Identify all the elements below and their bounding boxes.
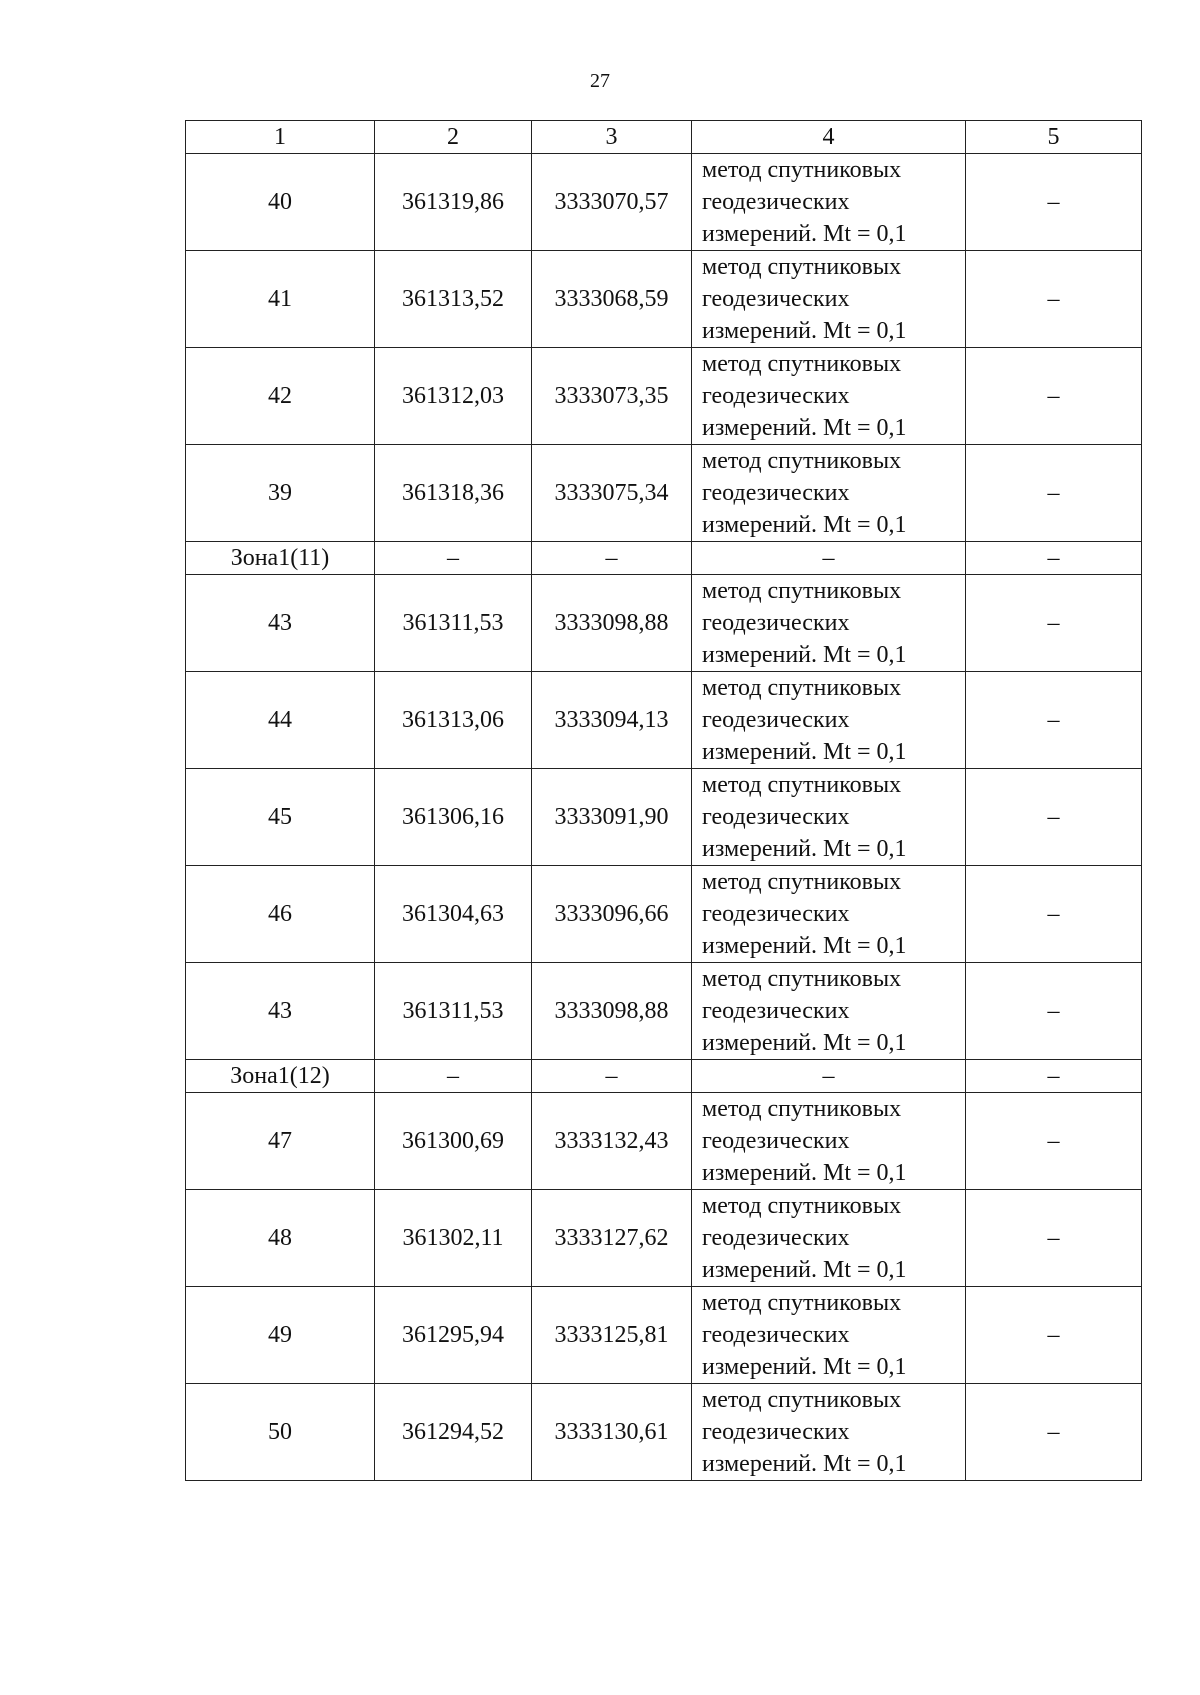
method-cell: метод спутниковых геодезических измерений. Mt = 0,1 — [692, 672, 966, 769]
table-body — [186, 121, 1142, 1481]
note-cell: – — [966, 769, 1142, 866]
coord-y-cell: 3333125,81 — [532, 1287, 692, 1384]
coord-y-cell: 3333098,88 — [532, 575, 692, 672]
method-cell: – — [692, 1060, 966, 1093]
note-cell: – — [966, 866, 1142, 963]
coord-y-cell: 3333098,88 — [532, 963, 692, 1060]
point-cell: 39 — [186, 445, 375, 542]
method-cell: метод спутниковых геодезических измерений. Mt = 0,1 — [692, 445, 966, 542]
table-row — [186, 1384, 1142, 1481]
coord-y-cell: 3333075,34 — [532, 445, 692, 542]
note-cell: – — [966, 963, 1142, 1060]
coord-x-cell: 361313,52 — [375, 251, 532, 348]
method-cell: метод спутниковых геодезических измерений. Mt = 0,1 — [692, 251, 966, 348]
method-cell: метод спутниковых геодезических измерений. Mt = 0,1 — [692, 769, 966, 866]
coord-x-cell: 361295,94 — [375, 1287, 532, 1384]
note-cell: – — [966, 348, 1142, 445]
coord-y-cell: 3333094,13 — [532, 672, 692, 769]
coord-x-cell: 361313,06 — [375, 672, 532, 769]
note-cell: – — [966, 1287, 1142, 1384]
point-cell: 41 — [186, 251, 375, 348]
coord-x-cell: 361304,63 — [375, 866, 532, 963]
table-row — [186, 769, 1142, 866]
point-cell: 50 — [186, 1384, 375, 1481]
method-cell: – — [692, 542, 966, 575]
coord-y-cell: 3333070,57 — [532, 154, 692, 251]
point-cell: 48 — [186, 1190, 375, 1287]
method-cell: метод спутниковых геодезических измерений. Mt = 0,1 — [692, 1384, 966, 1481]
point-cell: 43 — [186, 575, 375, 672]
coord-y-cell: – — [532, 1060, 692, 1093]
column-header: 3 — [532, 121, 692, 154]
table-row — [186, 1093, 1142, 1190]
note-cell: – — [966, 542, 1142, 575]
table-header-row — [186, 121, 1142, 154]
table-row — [186, 575, 1142, 672]
zone-row — [186, 1060, 1142, 1093]
note-cell: – — [966, 1384, 1142, 1481]
point-cell: Зона1(12) — [186, 1060, 375, 1093]
page-number: 27 — [590, 70, 610, 92]
point-cell: 45 — [186, 769, 375, 866]
table-row — [186, 963, 1142, 1060]
column-header: 4 — [692, 121, 966, 154]
table-row — [186, 672, 1142, 769]
coord-y-cell: – — [532, 542, 692, 575]
note-cell: – — [966, 1060, 1142, 1093]
coord-y-cell: 3333130,61 — [532, 1384, 692, 1481]
table-row — [186, 866, 1142, 963]
coord-x-cell: 361300,69 — [375, 1093, 532, 1190]
zone-row — [186, 542, 1142, 575]
point-cell: 47 — [186, 1093, 375, 1190]
coord-y-cell: 3333127,62 — [532, 1190, 692, 1287]
note-cell: – — [966, 1190, 1142, 1287]
table-row — [186, 1287, 1142, 1384]
table-row — [186, 445, 1142, 542]
point-cell: 44 — [186, 672, 375, 769]
coord-x-cell: 361318,36 — [375, 445, 532, 542]
table-row — [186, 251, 1142, 348]
coord-x-cell: 361306,16 — [375, 769, 532, 866]
point-cell: 43 — [186, 963, 375, 1060]
column-header: 5 — [966, 121, 1142, 154]
point-cell: 46 — [186, 866, 375, 963]
point-cell: 40 — [186, 154, 375, 251]
method-cell: метод спутниковых геодезических измерений. Mt = 0,1 — [692, 1287, 966, 1384]
method-cell: метод спутниковых геодезических измерений. Mt = 0,1 — [692, 1093, 966, 1190]
note-cell: – — [966, 575, 1142, 672]
coord-x-cell: 361319,86 — [375, 154, 532, 251]
column-header: 1 — [186, 121, 375, 154]
column-header: 2 — [375, 121, 532, 154]
note-cell: – — [966, 1093, 1142, 1190]
note-cell: – — [966, 672, 1142, 769]
method-cell: метод спутниковых геодезических измерений. Mt = 0,1 — [692, 1190, 966, 1287]
coord-y-cell: 3333073,35 — [532, 348, 692, 445]
coord-y-cell: 3333132,43 — [532, 1093, 692, 1190]
method-cell: метод спутниковых геодезических измерений. Mt = 0,1 — [692, 575, 966, 672]
method-cell: метод спутниковых геодезических измерений. Mt = 0,1 — [692, 154, 966, 251]
coordinates-table — [185, 120, 1142, 1481]
point-cell: 42 — [186, 348, 375, 445]
method-cell: метод спутниковых геодезических измерений. Mt = 0,1 — [692, 963, 966, 1060]
note-cell: – — [966, 154, 1142, 251]
point-cell: Зона1(11) — [186, 542, 375, 575]
point-cell: 49 — [186, 1287, 375, 1384]
note-cell: – — [966, 445, 1142, 542]
coord-y-cell: 3333096,66 — [532, 866, 692, 963]
method-cell: метод спутниковых геодезических измерений. Mt = 0,1 — [692, 348, 966, 445]
coord-x-cell: 361312,03 — [375, 348, 532, 445]
coord-x-cell: – — [375, 542, 532, 575]
table-row — [186, 348, 1142, 445]
coord-x-cell: 361294,52 — [375, 1384, 532, 1481]
table-row — [186, 1190, 1142, 1287]
coord-x-cell: 361311,53 — [375, 963, 532, 1060]
coord-x-cell: 361311,53 — [375, 575, 532, 672]
coord-y-cell: 3333091,90 — [532, 769, 692, 866]
note-cell: – — [966, 251, 1142, 348]
method-cell: метод спутниковых геодезических измерений. Mt = 0,1 — [692, 866, 966, 963]
coord-y-cell: 3333068,59 — [532, 251, 692, 348]
table-row — [186, 154, 1142, 251]
coord-x-cell: 361302,11 — [375, 1190, 532, 1287]
coord-x-cell: – — [375, 1060, 532, 1093]
